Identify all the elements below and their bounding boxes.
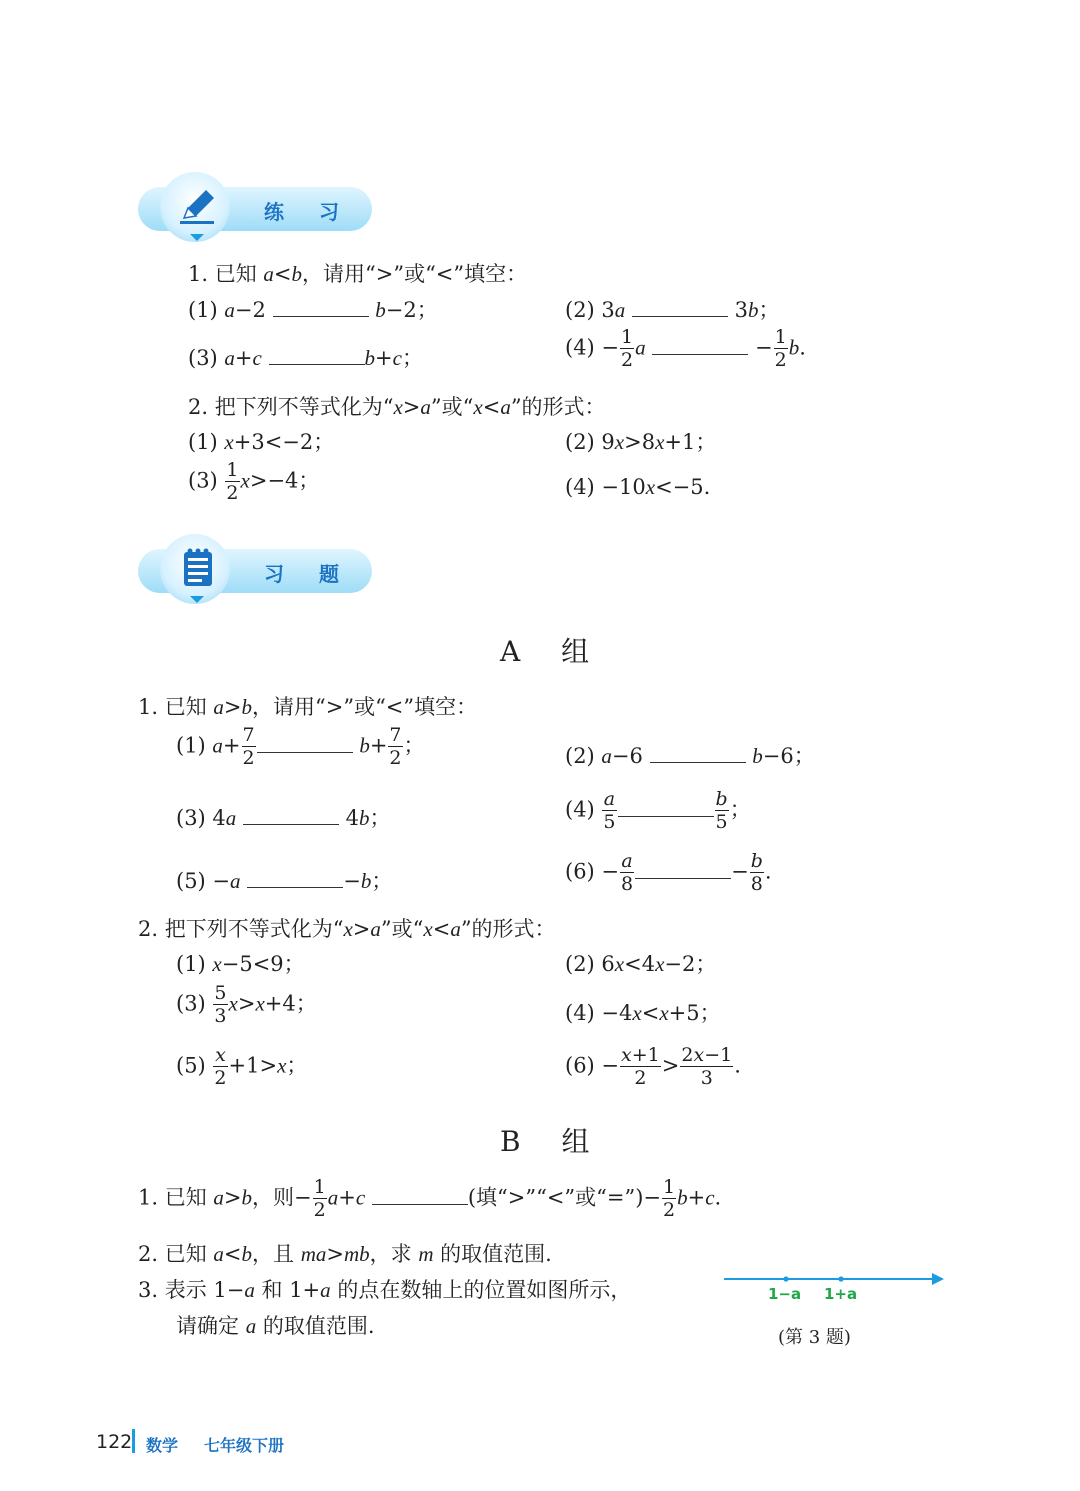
a-q2-5: (5) $\frac{x}{2}$ +1>x； [176, 1044, 308, 1089]
a-q2-2: (2) 6x<4x−2； [565, 952, 717, 976]
practice-q2: 2. 把下列不等式化为“x>a”或“x<a”的形式： [188, 395, 606, 419]
a-q2-6: (6) − $\frac{x+1}{2}$ > $\frac{2x-1}{3}$ . [565, 1044, 741, 1089]
practice-q2-1: (1) x+3<−2； [188, 430, 335, 454]
b-q2: 2. 已知 a<b，且 ma>mb，求 m 的取值范围. [138, 1242, 552, 1266]
practice-q1-4: (4) − $\frac{1}{2}$ a − $\frac{1}{2}$ b. [565, 326, 806, 371]
practice-q2-3: (3) $\frac{1}{2}$ x>−4； [188, 459, 320, 504]
practice-q1-3: (3) a+c b+c； [188, 346, 423, 370]
a-q1-1: (1) a+ $\frac{7}{2}$ b+ $\frac{7}{2}$ ； [176, 724, 425, 769]
exercise-pointer [190, 596, 204, 603]
a-q1-4: (4) $\frac{a}{5}$ $\frac{b}{5}$ ； [565, 788, 751, 833]
practice-q1-2: (2) 3a 3b； [565, 298, 780, 322]
practice-title: 练 习 [264, 200, 353, 224]
pencil-icon [176, 184, 220, 228]
a-q2: 2. 把下列不等式化为“x>a”或“x<a”的形式： [138, 917, 556, 941]
number-line-label-left: 1−a [768, 1285, 802, 1303]
a-q1: 1. 已知 a>b，请用“>”或“<”填空： [138, 695, 478, 719]
notebook-icon [178, 546, 218, 590]
practice-q1-1: (1) a−2 b−2； [188, 298, 438, 322]
practice-q2-2: (2) 9x>8x+1； [565, 430, 717, 454]
figure-caption: (第 3 题) [778, 1327, 851, 1348]
practice-q2-4: (4) −10x<−5. [565, 475, 711, 499]
footer-subject: 数学 [146, 1436, 179, 1455]
arrow-icon [932, 1273, 944, 1285]
b-q3-line1: 3. 表示 1−a 和 1+a 的点在数轴上的位置如图所示， [138, 1278, 632, 1302]
group-a-heading: A 组 [500, 635, 606, 668]
a-q1-5: (5) −a −b； [176, 869, 393, 893]
a-q1-2: (2) a−6 b−6； [565, 744, 815, 768]
practice-q1: 1. 已知 a<b，请用“>”或“<”填空： [188, 262, 528, 286]
a-q1-3: (3) 4a 4b； [176, 806, 391, 830]
practice-pointer [190, 234, 204, 241]
page-number: 122 [96, 1431, 133, 1453]
point-1-minus-a [783, 1276, 788, 1281]
exercise-title: 习 题 [264, 562, 353, 586]
b-q1: 1. 已知 a>b，则− $\frac{1}{2}$ a+c (填“>”“<”或“=”)− $\frac{1}{2}$ b+c. [138, 1176, 722, 1221]
a-q2-3: (3) $\frac{5}{3}$ x>x+4； [176, 982, 317, 1027]
a-q2-4: (4) −4x<x+5； [565, 1001, 721, 1025]
footer-book: 七年级下册 [204, 1436, 285, 1455]
number-line-label-right: 1+a [824, 1285, 858, 1303]
b-q3-line2: 请确定 a 的取值范围. [176, 1314, 375, 1338]
point-1-plus-a [838, 1276, 843, 1281]
a-q1-6: (6) − $\frac{a}{8}$ − $\frac{b}{8}$ . [565, 850, 772, 895]
group-b-heading: B 组 [500, 1125, 606, 1158]
footer-divider [132, 1429, 135, 1453]
a-q2-1: (1) x−5<9； [176, 952, 305, 976]
